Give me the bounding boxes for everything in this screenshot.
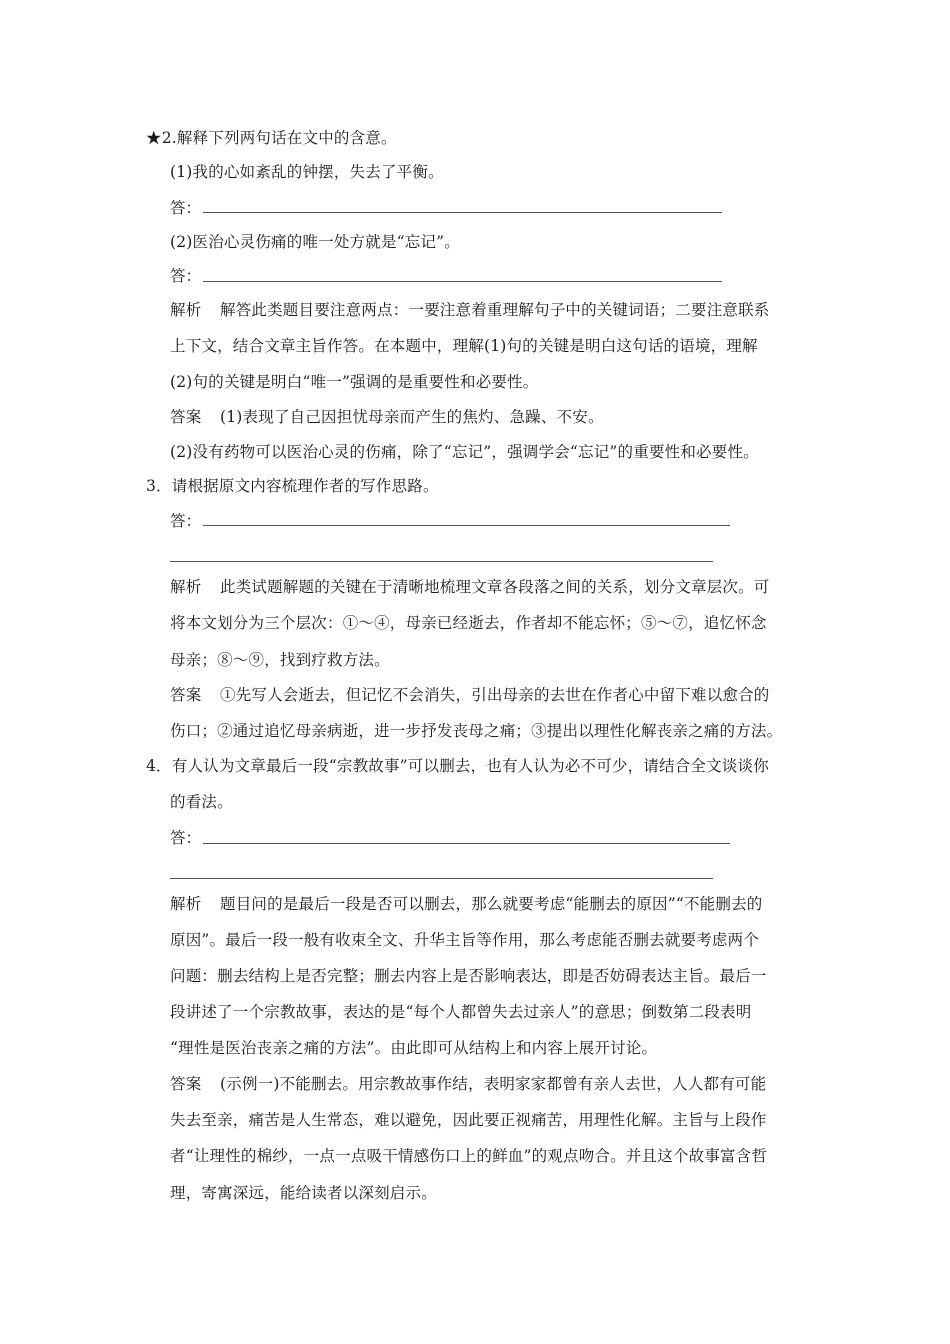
q2-answer-prompt-1: 答： (170, 199, 202, 217)
q2-answer-line-1[interactable] (203, 212, 722, 213)
q2-answer-label: 答案 (170, 408, 202, 426)
q2-answer-text: (1)表现了自己因担忧母亲而产生的焦灼、急躁、不安。 (220, 408, 604, 426)
q3-analysis-line (170, 577, 770, 597)
q4-answer-line-1[interactable] (203, 843, 730, 844)
q3-analysis-label: 解析 (170, 578, 202, 596)
q4-answer-line: 失去至亲，痛苦是人生常态，难以避免，因此要正视痛苦，用理性化解。主旨与上段作 (170, 1111, 767, 1129)
q2-analysis-text: 解答此类题目要注意两点：一要注意着重理解句子中的关键词语；二要注意联系 (220, 301, 770, 319)
q2-sentence-2: (2)医治心灵伤痛的唯一处方就是“忘记”。 (170, 233, 461, 251)
q4-analysis-line: 段讲述了一个宗教故事，表达的是“每个人都曾失去过亲人”的意思；倒数第二段表明 (170, 1003, 752, 1021)
q3-answer-prompt: 答： (170, 512, 202, 530)
q3-analysis-text: 此类试题解题的关键在于清晰地梳理文章各段落之间的关系，划分文章层次。可 (220, 578, 770, 596)
q4-answer-line: 理，寄寓深远，能给读者以深刻启示。 (170, 1184, 437, 1202)
q4-analysis-line: 问题：删去结构上是否完整；删去内容上是否影响表达，即是否妨碍表达主旨。最后一 (170, 967, 767, 985)
q3-answer-line-2[interactable] (170, 561, 713, 562)
q3-answer-line-1[interactable] (203, 525, 730, 526)
q2-analysis-label: 解析 (170, 301, 202, 319)
q2-answer-line-2[interactable] (203, 281, 722, 282)
q4-analysis-line: 原因”。最后一段一般有收束全文、升华主旨等作用，那么考虑能否删去就要考虑两个 (170, 931, 760, 949)
q4-analysis-text: 题目问的是最后一段是否可以删去，那么就要考虑“能删去的原因”“不能删去的 (220, 895, 763, 913)
q2-analysis-line: (2)句的关键是明白“唯一”强调的是重要性和必要性。 (170, 373, 539, 391)
q2-sentence-1: (1)我的心如紊乱的钟摆，失去了平衡。 (170, 163, 444, 181)
q2-answer-line (170, 407, 604, 427)
q3-answer-line: 伤口；②通过追忆母亲病逝，进一步抒发丧母之痛；③提出以理性化解丧亲之痛的方法。 (170, 722, 783, 740)
q4-analysis-line: “理性是医治丧亲之痛的方法”。由此即可从结构上和内容上展开讨论。 (170, 1039, 658, 1057)
q4-answer-line (170, 1074, 766, 1094)
q4-answer-prompt: 答： (170, 829, 202, 847)
q3-answer-line (170, 685, 770, 705)
q4-analysis-label: 解析 (170, 895, 202, 913)
q4-answer-line: 者“让理性的棉纱，一点一点吸干情感伤口上的鲜血”的观点吻合。并且这个故事富含哲 (170, 1147, 768, 1165)
q4-title: 4．有人认为文章最后一段“宗教故事”可以删去，也有人认为必不可少，请结合全文谈谈你 (146, 757, 769, 775)
q3-title: 3．请根据原文内容梳理作者的写作思路。 (146, 477, 439, 495)
q2-answer-line: (2)没有药物可以医治心灵的伤痛，除了“忘记”，强调学会“忘记”的重要性和必要性。 (170, 443, 759, 461)
q3-answer-label: 答案 (170, 686, 202, 704)
q4-analysis-line (170, 894, 762, 914)
q2-analysis-line (170, 300, 770, 320)
q3-analysis-line: 母亲；⑧～⑨，找到疗救方法。 (170, 651, 390, 669)
q4-title: 的看法。 (170, 793, 233, 811)
q2-answer-prompt-2: 答： (170, 267, 202, 285)
q4-answer-label: 答案 (170, 1075, 202, 1093)
q2-title: ★2.解释下列两句话在文中的含意。 (146, 129, 397, 147)
q4-answer-text: (示例一)不能删去。用宗教故事作结，表明家家都曾有亲人去世，人人都有可能 (220, 1075, 767, 1093)
q4-answer-line-2[interactable] (170, 878, 713, 879)
q3-answer-text: ①先写人会逝去，但记忆不会消失，引出母亲的去世在作者心中留下难以愈合的 (220, 686, 770, 704)
q3-analysis-line: 将本文划分为三个层次：①～④，母亲已经逝去，作者却不能忘怀；⑤～⑦，追忆怀念 (170, 614, 767, 632)
q2-analysis-line: 上下文，结合文章主旨作答。在本题中，理解(1)句的关键是明白这句话的语境，理解 (170, 337, 758, 355)
